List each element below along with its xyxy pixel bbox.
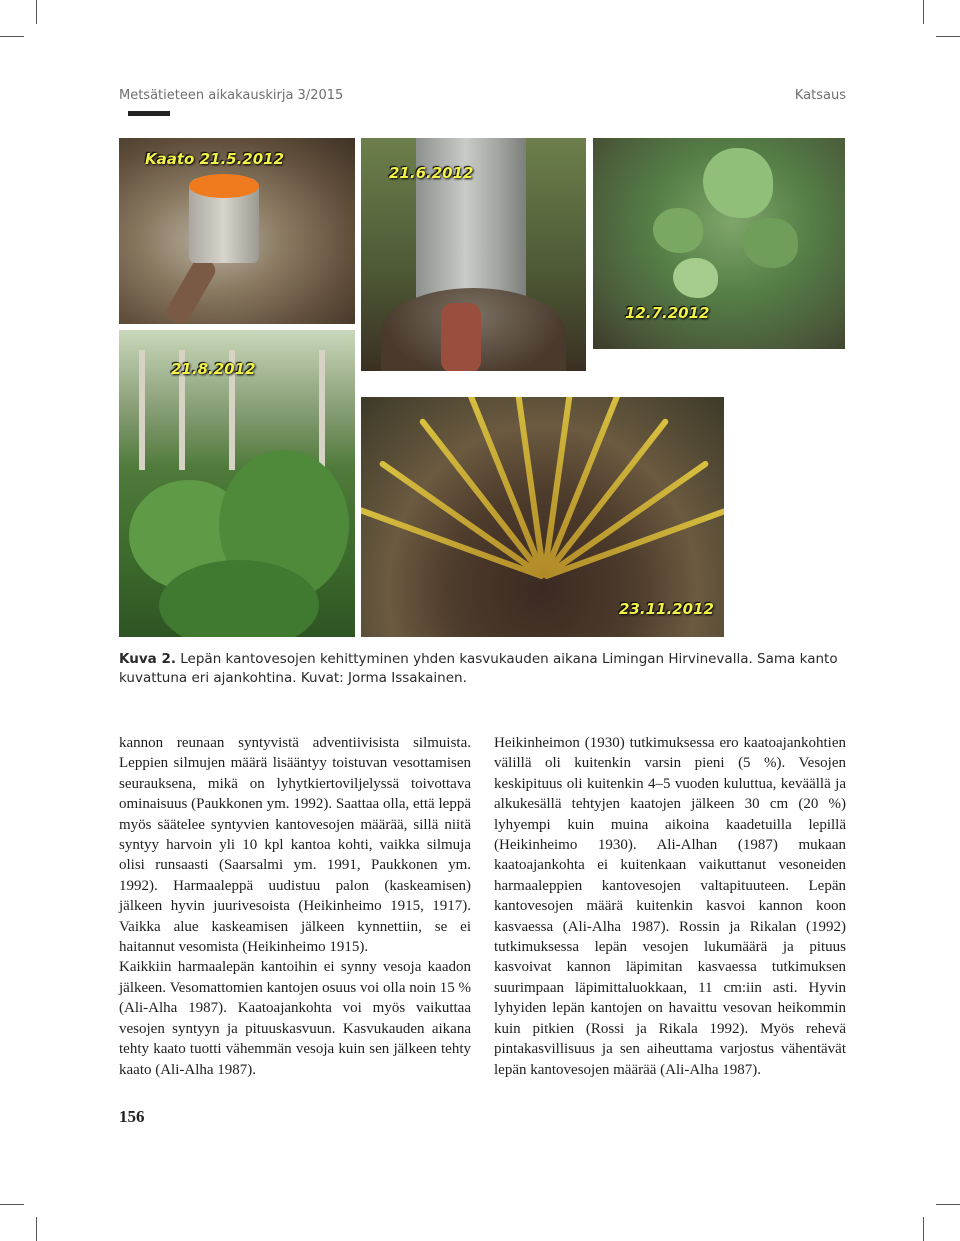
crop-mark — [0, 36, 24, 37]
photo-stump-felling — [119, 138, 355, 324]
section-name: Katsaus — [794, 88, 846, 103]
photo-stump-august — [119, 330, 355, 637]
photo-date: 12.7.2012 — [625, 304, 710, 322]
crop-mark — [936, 36, 960, 37]
crop-mark — [0, 1204, 24, 1205]
crop-mark — [36, 0, 37, 24]
leaf — [743, 218, 798, 268]
crop-mark — [923, 1217, 924, 1241]
crop-mark — [923, 0, 924, 24]
photo-stump-july — [593, 138, 845, 349]
paragraph: Kaikkiin harmaalepän kantoihin ei synny vesoja kaadon jälkeen. Vesomattomien kantojen osuus voi olla noin 15 % (Ali-Alha 1987). Kaatoajankohta voi myös vaikuttaa vesojen syntyyn ja pituuskasvuun. Kasvukauden aikana tehty kaato tuotti vähemmän vesoja kuin sen jälkeen tehty kaato (Ali-Alha 1987). — [119, 959, 471, 1078]
leaf — [673, 258, 718, 298]
photo-stump-november — [361, 397, 724, 637]
figure-caption-text: Lepän kantovesojen kehittyminen yhden kasvukauden aikana Limingan Hirvinevalla. Sama kanto kuvattuna eri ajankohtina. Kuvat: Jorma Issakainen. — [119, 651, 838, 686]
running-header — [119, 88, 846, 108]
photo-date: Kaato 21.5.2012 — [145, 150, 285, 168]
crop-mark — [936, 1204, 960, 1205]
photo-date: 21.6.2012 — [389, 164, 474, 182]
page-number: 156 — [119, 1107, 145, 1126]
photo-stump-june — [361, 138, 586, 371]
painted-cut-surface — [189, 174, 259, 198]
leaf — [653, 208, 703, 253]
photo-date: 21.8.2012 — [171, 360, 256, 378]
sprout — [441, 303, 481, 371]
tree — [319, 350, 325, 470]
header-rule — [128, 111, 170, 116]
journal-title: Metsätieteen aikakauskirja 3/2015 — [119, 88, 344, 103]
crop-mark — [36, 1217, 37, 1241]
text-column-right — [494, 733, 846, 1080]
leaf — [703, 148, 773, 218]
figure-label: Kuva 2. — [119, 651, 176, 667]
text-column-left — [119, 733, 471, 1080]
paragraph: Heikinheimon (1930) tutkimuksessa ero kaatoajankohtien välillä oli kuitenkin varsin pieni (5 %). Vesojen keskipituus oli kuitenkin 4–5 vuoden kuluttua, keväällä ja alkukesällä tehtyjen kaatojen jälkeen 30 cm (20 %) lyhyempi kuin muina aikoina kaadetuilla lepillä (Heikinheimo 1930). Ali-Alhan (1987) mukaan kaatoajankohta ei kuitenkaan vaikuttanut vesoneiden harmaaleppien kantovesojen valtapituuteen. Lepän kantovesojen määrä kuitenkin kasvoi kannon koon kasvaessa (Ali-Alha 1987). Rossin ja Rikalan (1992) tutkimuksessa lepän vesojen lukumäärä ja pituus kasvoivat kannon läpimitan kasvaessa tutkimuksen suurimpaan läpimittaluokkaan, 11 cm:iin asti. Hyvin lyhyiden lepän kantojen on havaittu vesovan heikommin kuin pitkien (Rossi ja Rikala 1992). Myös rehevä pintakasvillisuus ja sen aiheuttama varjostus vähentävät lepän kantovesojen määrää (Ali-Alha 1987). — [494, 735, 846, 1078]
figure-caption — [119, 650, 846, 688]
photo-date: 23.11.2012 — [619, 600, 714, 618]
tree — [139, 350, 145, 470]
root — [163, 255, 219, 324]
paragraph: kannon reunaan syntyvistä adventiivisista silmuista. Leppien silmujen määrä lisääntyy toistuvan vesottamisen seurauksena, mikä on lyhytkiertoviljelyssä toivottava ominaisuus (Paukkonen ym. 1992). Saattaa olla, että leppä myös säätelee syntyvien kantovesojen määrää, sillä niitä syntyy harvoin yli 10 kpl kantoa kohti, vaikka silmuja olisi runsaasti (Saarsalmi ym. 1991, Paukkonen ym. 1992). Harmaaleppä uudistuu palon (kaskeamisen) jälkeen hyvin juurivesoista (Heikinheimo 1915, 1917). Vaikka alue kaskeamisen jälkeen kynnettiin, se ei haitannut vesomista (Heikinheimo 1915). — [119, 735, 471, 956]
